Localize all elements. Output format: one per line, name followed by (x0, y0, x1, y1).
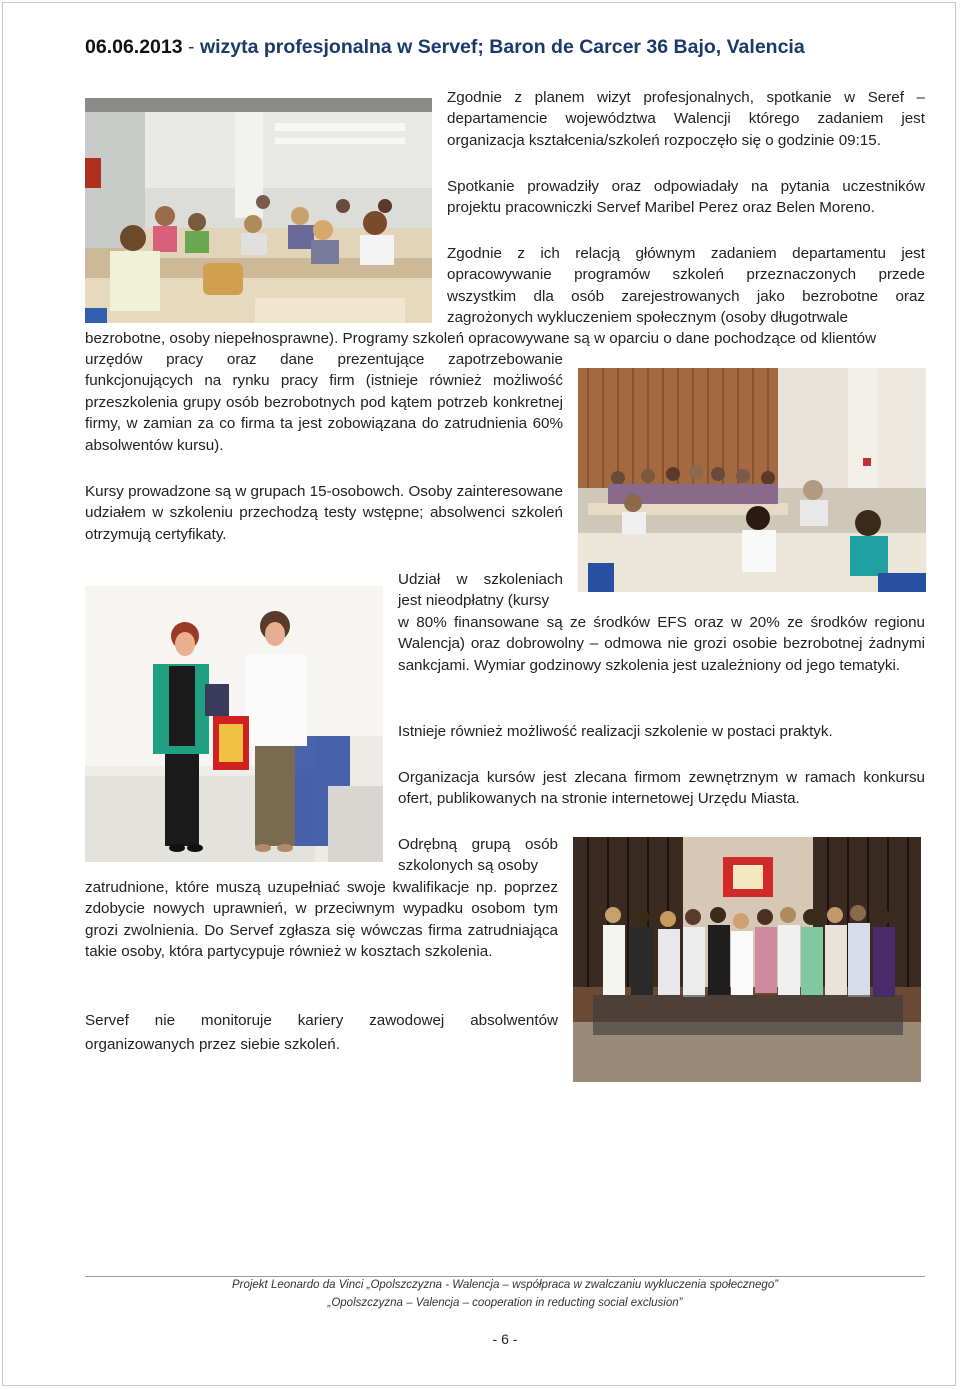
paragraph-organization: Organizacja kursów jest zlecana firmom zewnętrznym w ramach konkursu ofert, publikowanych na stronie internetowej Urzędu Miasta. (398, 769, 925, 808)
paragraph-free-participation-cont: w 80% finansowane są ze środków EFS oraz w 20% ze środków regionu Walencja) oraz dobrowolny – odmowa nie grozi osobie bezrobotnej żadnymi sankcjami. Wymiar godzinowy szkolenia jest uzależniony od jego tematyki. (398, 614, 925, 674)
paragraph-employed-group: Odrębną grupą osób szkolonych są osoby (398, 836, 558, 875)
footer-project-subtitle: „Opolszczyzna – Valencja – cooperation in reducting social exclusion” (327, 1297, 683, 1309)
title-text: wizyta profesjonalna w Servef; Baron de Carcer 36 Bajo, Valencia (199, 36, 805, 58)
photo-two-women (85, 586, 383, 862)
paragraph-intro: Zgodnie z planem wizyt profesjonalnych, spotkanie w Seref – departamencie województwa Walencji którego zadaniem jest organizacja kształcenia/szkoleń rozpoczęło się o godzinie 09:15. (447, 89, 925, 149)
paragraph-course-groups: Kursy prowadzone są w grupach 15-osobowch. Osoby zainteresowane udziałem w szkoleniu przechodzą testy wstępne; absolwenci szkoleń otrzymują certyfikaty. (85, 483, 563, 543)
paragraph-internship: Istnieje również możliwość realizacji szkolenie w postaci praktyk. (398, 723, 833, 740)
paragraph-free-participation: Udział w szkoleniach jest nieodpłatny (kursy (398, 571, 563, 610)
footer-divider (85, 1276, 925, 1277)
page-title (85, 36, 805, 59)
paragraph-department-task-end: urzędów pracy oraz dane prezentujące zapotrzebowanie funkcjonujących na rynku pracy firm (istnieje również możliwość przeszkolenia grupy osób bezrobotnych pod kątem potrzeb konkretnej firmy, w zamian za co firma ta jest zobowiązana do zatrudnienia 60% absolwentów kursu). (85, 351, 563, 454)
title-separator: - (182, 36, 200, 58)
photo-group-outside (573, 837, 921, 1082)
paragraph-hosts: Spotkanie prowadziły oraz odpowiadały na pytania uczestników projektu pracowniczki Servef Maribel Perez oraz Belen Moreno. (447, 178, 925, 217)
paragraph-department-task: Zgodnie z ich relacją głównym zadaniem departamentu jest opracowywanie programów szkoleń przeznaczonych przede wszystkim dla osób zarejestrowanych jako bezrobotne oraz zagrożonych wykluczeniem społecznym (osoby długotrwale (447, 245, 925, 327)
photo-lecture-hall (578, 368, 926, 592)
photo-meeting-room (85, 98, 432, 323)
paragraph-no-monitoring: Servef nie monitoruje kariery zawodowej absolwentów organizowanych przez siebie szkoleń. (85, 1012, 558, 1053)
paragraph-employed-group-cont: zatrudnione, które muszą uzupełniać swoje kwalifikacje np. poprzez zdobycie nowych uprawnień, w przeciwnym wypadku osobom tym grozi zwolnienia. Do Servef zgłasza się wówczas firma zatrudniająca takie osoby, która partycypuje również w kosztach szkolenia. (85, 879, 558, 961)
page-number: - 6 - (492, 1331, 518, 1347)
paragraph-department-task-cont: bezrobotne, osoby niepełnosprawne). Programy szkoleń opracowywane są w oparciu o dane pochodzące od klientów (85, 330, 877, 347)
footer-project-title: Projekt Leonardo da Vinci „Opolszczyzna - Walencja – współpraca w zwalczaniu wykluczenia społecznego” (231, 1279, 779, 1291)
title-date: 06.06.2013 (85, 36, 183, 58)
